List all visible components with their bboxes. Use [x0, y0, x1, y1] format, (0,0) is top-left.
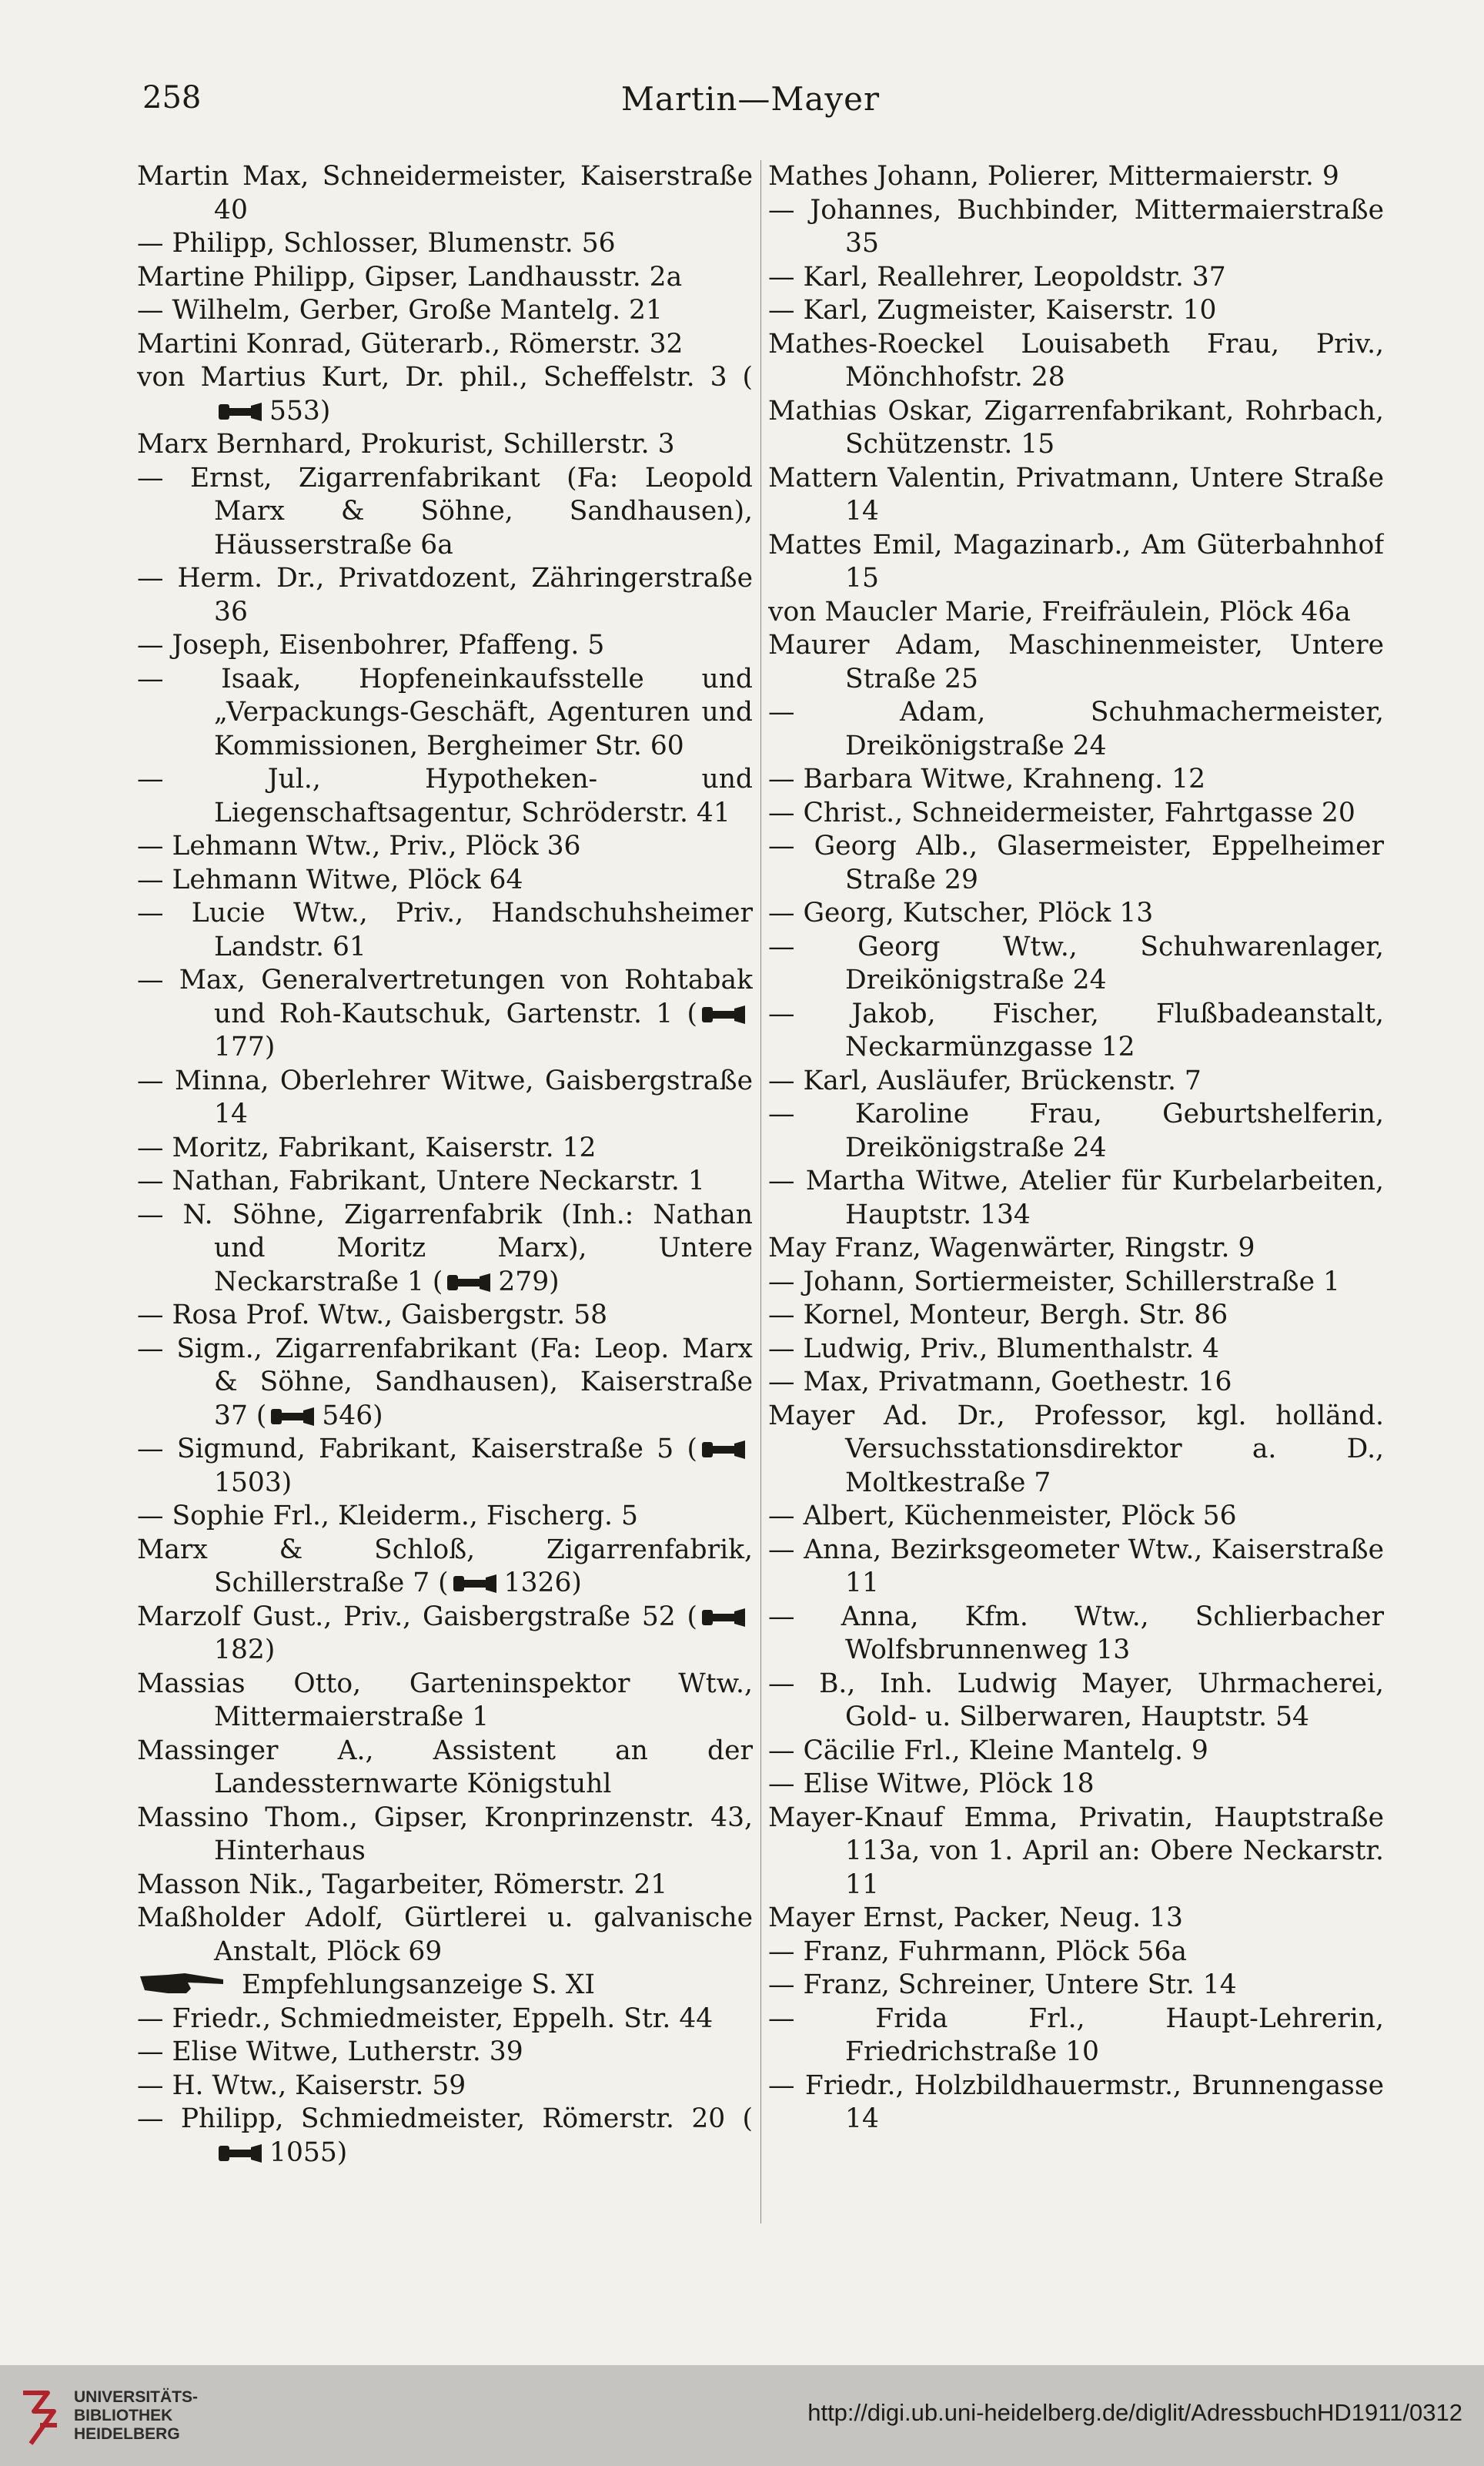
directory-entry — [137, 1869, 753, 1902]
entry-text: von Martius Kurt, Dr. phil., Scheffelstr. 3 ( — [137, 362, 753, 393]
entry-text: — Sigmund, Fabrikant, Kaiserstraße 5 ( — [137, 1434, 697, 1464]
directory-entry — [137, 2103, 753, 2170]
directory-entry — [137, 361, 753, 428]
telephone-icon — [700, 1005, 748, 1024]
entry-text: — Philipp, Schmiedmeister, Römerstr. 20 ( — [137, 2103, 753, 2134]
entry-text: — Frida Frl., Haupt-Lehrerin, Friedrichstraße 10 — [768, 2003, 1384, 2067]
entry-text: — Lehmann Witwe, Plöck 64 — [137, 864, 523, 895]
entry-text: — Max, Privatmann, Goethestr. 16 — [768, 1367, 1232, 1397]
directory-entry — [137, 1199, 753, 1300]
entry-text: Mayer-Knauf Emma, Privatin, Hauptstraße 113a, von 1. April an: Obere Neckarstr. 11 — [768, 1802, 1384, 1900]
entry-text: — Elise Witwe, Plöck 18 — [768, 1768, 1095, 1799]
directory-entry — [768, 462, 1384, 529]
directory-entry — [137, 462, 753, 563]
directory-entry — [768, 1065, 1384, 1099]
entry-text: Empfehlungsanzeige S. XI — [242, 1969, 596, 2000]
directory-entry — [137, 227, 753, 261]
entry-text: — Elise Witwe, Lutherstr. 39 — [137, 2036, 523, 2067]
telephone-number: 279) — [498, 1266, 560, 1297]
entry-text: — B., Inh. Ludwig Mayer, Uhrmacherei, Gold- u. Silberwaren, Hauptstr. 54 — [768, 1668, 1384, 1732]
directory-entry — [137, 1668, 753, 1735]
directory-entry — [137, 562, 753, 629]
entry-text: — Herm. Dr., Privatdozent, Zähringerstraße 36 — [137, 563, 753, 627]
entry-text: — Sigm., Zigarrenfabrikant (Fa: Leop. Marx & Söhne, Sandhausen), Kaiserstraße 37 ( — [137, 1333, 753, 1431]
entry-text: Mathes-Roeckel Louisabeth Frau, Priv., Mönchhofstr. 28 — [768, 328, 1384, 393]
entry-text: — Kornel, Monteur, Bergh. Str. 86 — [768, 1300, 1228, 1330]
directory-entry — [137, 1065, 753, 1132]
entry-text: Mathias Oskar, Zigarrenfabrikant, Rohrbach, Schützenstr. 15 — [768, 395, 1384, 460]
directory-entry — [137, 663, 753, 764]
entry-text: Mayer Ad. Dr., Professor, kgl. holländ. Versuchsstationsdirektor a. D., Moltkestraße 7 — [768, 1400, 1384, 1498]
directory-entry — [137, 428, 753, 462]
directory-entry — [137, 1333, 753, 1434]
library-logo-icon — [17, 2385, 63, 2450]
entry-text: — Anna, Bezirksgeometer Wtw., Kaiserstraße 11 — [768, 1534, 1384, 1598]
telephone-number: 546) — [322, 1400, 383, 1431]
page-header — [142, 80, 1359, 123]
telephone-number: 177) — [214, 1032, 276, 1062]
entry-text: — Christ., Schneidermeister, Fahrtgasse 20 — [768, 797, 1355, 828]
entry-text: von Maucler Marie, Freifräulein, Plöck 46a — [768, 596, 1351, 627]
source-url[interactable]: http://digi.ub.uni-heidelberg.de/diglit/AdressbuchHD1911/0312 — [807, 2399, 1462, 2426]
directory-entry — [768, 1802, 1384, 1902]
directory-entry — [137, 294, 753, 328]
entry-text: — Karl, Reallehrer, Leopoldstr. 37 — [768, 261, 1226, 293]
entry-text: — Jakob, Fischer, Flußbadeanstalt, Neckarmünzgasse 12 — [768, 998, 1384, 1062]
entry-text: — H. Wtw., Kaiserstr. 59 — [137, 2069, 466, 2101]
entry-text: Marx Bernhard, Prokurist, Schillerstr. 3 — [137, 429, 675, 460]
entry-text: Marx & Schloß, Zigarrenfabrik, Schillerstraße 7 ( — [137, 1534, 753, 1598]
directory-entry — [768, 931, 1384, 998]
telephone-icon — [269, 1407, 317, 1426]
directory-entry — [137, 864, 753, 898]
entry-text: — Rosa Prof. Wtw., Gaisbergstr. 58 — [137, 1300, 608, 1330]
entry-text: Martine Philipp, Gipser, Landhausstr. 2a — [137, 261, 683, 293]
library-name-line: UNIVERSITÄTS- — [74, 2388, 199, 2406]
directory-entry — [137, 1802, 753, 1869]
entry-text: Mayer Ernst, Packer, Neug. 13 — [768, 1902, 1183, 1933]
directory-entry — [137, 629, 753, 663]
directory-entry — [137, 1433, 753, 1500]
entry-text: Martini Konrad, Güterarb., Römerstr. 32 — [137, 328, 684, 360]
footer-bar — [0, 2365, 1484, 2466]
directory-entry — [137, 1500, 753, 1534]
telephone-icon — [700, 1440, 748, 1459]
directory-entry — [137, 1735, 753, 1802]
entry-text: — Minna, Oberlehrer Witwe, Gaisbergstraße 14 — [137, 1065, 753, 1129]
directory-entry — [137, 2069, 753, 2103]
entry-text: — Adam, Schuhmachermeister, Dreikönigstraße 24 — [768, 697, 1384, 761]
directory-entry — [768, 1232, 1384, 1266]
entry-text: Maurer Adam, Maschinenmeister, Untere Straße 25 — [768, 630, 1384, 694]
telephone-number: 182) — [214, 1635, 276, 1665]
entry-text: — Friedr., Schmiedmeister, Eppelh. Str. 44 — [137, 2003, 714, 2034]
telephone-icon — [452, 1574, 500, 1593]
entry-text: Martin Max, Schneidermeister, Kaiserstraße 40 — [137, 161, 753, 226]
directory-entry — [137, 1132, 753, 1166]
library-name — [74, 2388, 198, 2444]
directory-entry — [137, 763, 753, 830]
directory-entry — [768, 1601, 1384, 1668]
entry-text: Mattern Valentin, Privatmann, Untere Straße 14 — [768, 462, 1384, 527]
pointing-hand-icon — [137, 1970, 229, 1996]
telephone-icon — [700, 1608, 748, 1627]
running-title: Martin—Mayer — [620, 80, 881, 118]
directory-entry — [768, 1936, 1384, 1969]
directory-entry — [137, 160, 753, 227]
directory-entry — [137, 328, 753, 362]
directory-entry — [768, 1266, 1384, 1300]
telephone-number: 553) — [269, 395, 331, 427]
entry-text: — Wilhelm, Gerber, Große Mantelg. 21 — [137, 295, 663, 326]
entry-text: — Martha Witwe, Atelier für Kurbelarbeiten, Hauptstr. 134 — [768, 1166, 1384, 1230]
directory-entry — [768, 1366, 1384, 1400]
directory-entry — [137, 1165, 753, 1199]
entry-text: — Ernst, Zigarrenfabrikant (Fa: Leopold Marx & Söhne, Sandhausen), Häusserstraße 6a — [137, 462, 753, 560]
entry-text: — Georg, Kutscher, Plöck 13 — [768, 898, 1154, 929]
directory-entry — [768, 1735, 1384, 1768]
entry-text: — Karoline Frau, Geburtshelferin, Dreikönigstraße 24 — [768, 1099, 1384, 1163]
entry-text: — Johannes, Buchbinder, Mittermaierstraße 35 — [768, 194, 1384, 259]
right-column — [768, 160, 1384, 2223]
entry-text: Massino Thom., Gipser, Kronprinzenstr. 43, Hinterhaus — [137, 1802, 753, 1866]
directory-entry — [137, 897, 753, 964]
directory-entry — [137, 2036, 753, 2069]
telephone-number: 1503) — [214, 1467, 292, 1498]
directory-entry — [768, 294, 1384, 328]
entry-text: Maßholder Adolf, Gürtlerei u. galvanische Anstalt, Plöck 69 — [137, 1902, 753, 1967]
entry-text: — Sophie Frl., Kleiderm., Fischerg. 5 — [137, 1501, 638, 1531]
entry-text: — Franz, Fuhrmann, Plöck 56a — [768, 1936, 1187, 1967]
entry-text: Massinger A., Assistent an der Landessternwarte Königstuhl — [137, 1735, 753, 1799]
entry-text: Massias Otto, Garteninspektor Wtw., Mittermaierstraße 1 — [137, 1668, 753, 1732]
telephone-icon — [217, 403, 265, 421]
directory-entry — [768, 1534, 1384, 1601]
directory-entry — [768, 160, 1384, 194]
directory-entry — [768, 1165, 1384, 1232]
library-name-line: BIBLIOTHEK — [74, 2407, 173, 2424]
entry-text: — Jul., Hypotheken- und Liegenschaftsagentur, Schröderstr. 41 — [137, 764, 753, 828]
directory-entry — [768, 797, 1384, 831]
entry-text: — Johann, Sortiermeister, Schillerstraße 1 — [768, 1266, 1340, 1297]
directory-entry — [768, 529, 1384, 596]
entry-text: — Lucie Wtw., Priv., Handschuhsheimer Landstr. 61 — [137, 898, 753, 962]
entry-text: — Georg Wtw., Schuhwarenlager, Dreikönigstraße 24 — [768, 931, 1384, 995]
telephone-number: 1055) — [269, 2136, 348, 2168]
telephone-icon — [217, 2144, 265, 2163]
entry-text: Masson Nik., Tagarbeiter, Römerstr. 21 — [137, 1869, 668, 1900]
entry-text: — N. Söhne, Zigarrenfabrik (Inh.: Nathan und Moritz Marx), Untere Neckarstraße 1 ( — [137, 1199, 753, 1297]
directory-entry — [768, 2003, 1384, 2069]
entry-text: May Franz, Wagenwärter, Ringstr. 9 — [768, 1233, 1255, 1263]
directory-entry — [768, 1902, 1384, 1936]
directory-entry — [768, 2069, 1384, 2136]
entry-text: Marzolf Gust., Priv., Gaisbergstraße 52 ( — [137, 1601, 697, 1632]
directory-entry — [768, 261, 1384, 295]
entry-text: — Anna, Kfm. Wtw., Schlierbacher Wolfsbrunnenweg 13 — [768, 1601, 1384, 1665]
directory-entry — [768, 763, 1384, 797]
directory-entry — [768, 629, 1384, 696]
entry-text: Mathes Johann, Polierer, Mittermaierstr. 9 — [768, 161, 1339, 192]
entry-text: — Albert, Küchenmeister, Plöck 56 — [768, 1501, 1237, 1531]
directory-entry — [768, 1668, 1384, 1735]
library-name-line: HEIDELBERG — [74, 2425, 180, 2443]
entry-text: — Isaak, Hopfeneinkaufsstelle und „Verpackungs-Geschäft, Agenturen und Kommissionen, Bergheimer Str. 60 — [137, 663, 753, 761]
directory-entry — [137, 2003, 753, 2036]
column-divider — [760, 160, 761, 2223]
entry-text: Mattes Emil, Magazinarb., Am Güterbahnhof 15 — [768, 529, 1384, 594]
directory-entry — [137, 1601, 753, 1668]
directory-entry — [137, 1534, 753, 1601]
entry-text: — Friedr., Holzbildhauermstr., Brunnengasse 14 — [768, 2069, 1384, 2134]
directory-entry — [768, 998, 1384, 1065]
telephone-icon — [446, 1273, 493, 1292]
page-number: 258 — [142, 80, 202, 115]
entry-text: — Nathan, Fabrikant, Untere Neckarstr. 1 — [137, 1166, 705, 1196]
directory-entry — [768, 395, 1384, 462]
directory-entry — [137, 261, 753, 295]
directory-entry — [768, 1400, 1384, 1501]
directory-entry — [768, 1098, 1384, 1165]
directory-entry — [768, 897, 1384, 931]
entry-text: — Max, Generalvertretungen von Rohtabak und Roh-Kautschuk, Gartenstr. 1 ( — [137, 965, 753, 1029]
entry-text: — Karl, Ausläufer, Brückenstr. 7 — [768, 1065, 1202, 1096]
directory-entry — [768, 1500, 1384, 1534]
directory-entry — [768, 194, 1384, 261]
directory-entry — [768, 1969, 1384, 2003]
directory-entry — [137, 1902, 753, 1969]
entry-text: — Moritz, Fabrikant, Kaiserstr. 12 — [137, 1132, 597, 1163]
directory-entry — [768, 1768, 1384, 1802]
directory-entry — [768, 1333, 1384, 1367]
entry-text: — Ludwig, Priv., Blumenthalstr. 4 — [768, 1333, 1220, 1364]
entry-text: — Lehmann Wtw., Priv., Plöck 36 — [137, 831, 581, 862]
entry-text: — Cäcilie Frl., Kleine Mantelg. 9 — [768, 1735, 1208, 1766]
directory-entry — [768, 328, 1384, 395]
telephone-number: 1326) — [503, 1568, 582, 1598]
directory-entry — [768, 696, 1384, 763]
entry-text: — Barbara Witwe, Krahneng. 12 — [768, 764, 1206, 795]
directory-entry — [137, 1299, 753, 1333]
directory-entry — [768, 830, 1384, 897]
entry-text: — Joseph, Eisenbohrer, Pfaffeng. 5 — [137, 630, 605, 661]
entry-text: — Karl, Zugmeister, Kaiserstr. 10 — [768, 295, 1217, 326]
left-column — [137, 160, 753, 2223]
directory-entry — [768, 596, 1384, 630]
directory-entry — [137, 830, 753, 864]
entry-text: — Franz, Schreiner, Untere Str. 14 — [768, 1969, 1237, 2000]
entry-text: — Philipp, Schlosser, Blumenstr. 56 — [137, 228, 616, 259]
entry-text: — Georg Alb., Glasermeister, Eppelheimer Straße 29 — [768, 831, 1384, 895]
directory-entry — [137, 1969, 753, 2003]
directory-entry — [768, 1299, 1384, 1333]
directory-entry — [137, 964, 753, 1065]
